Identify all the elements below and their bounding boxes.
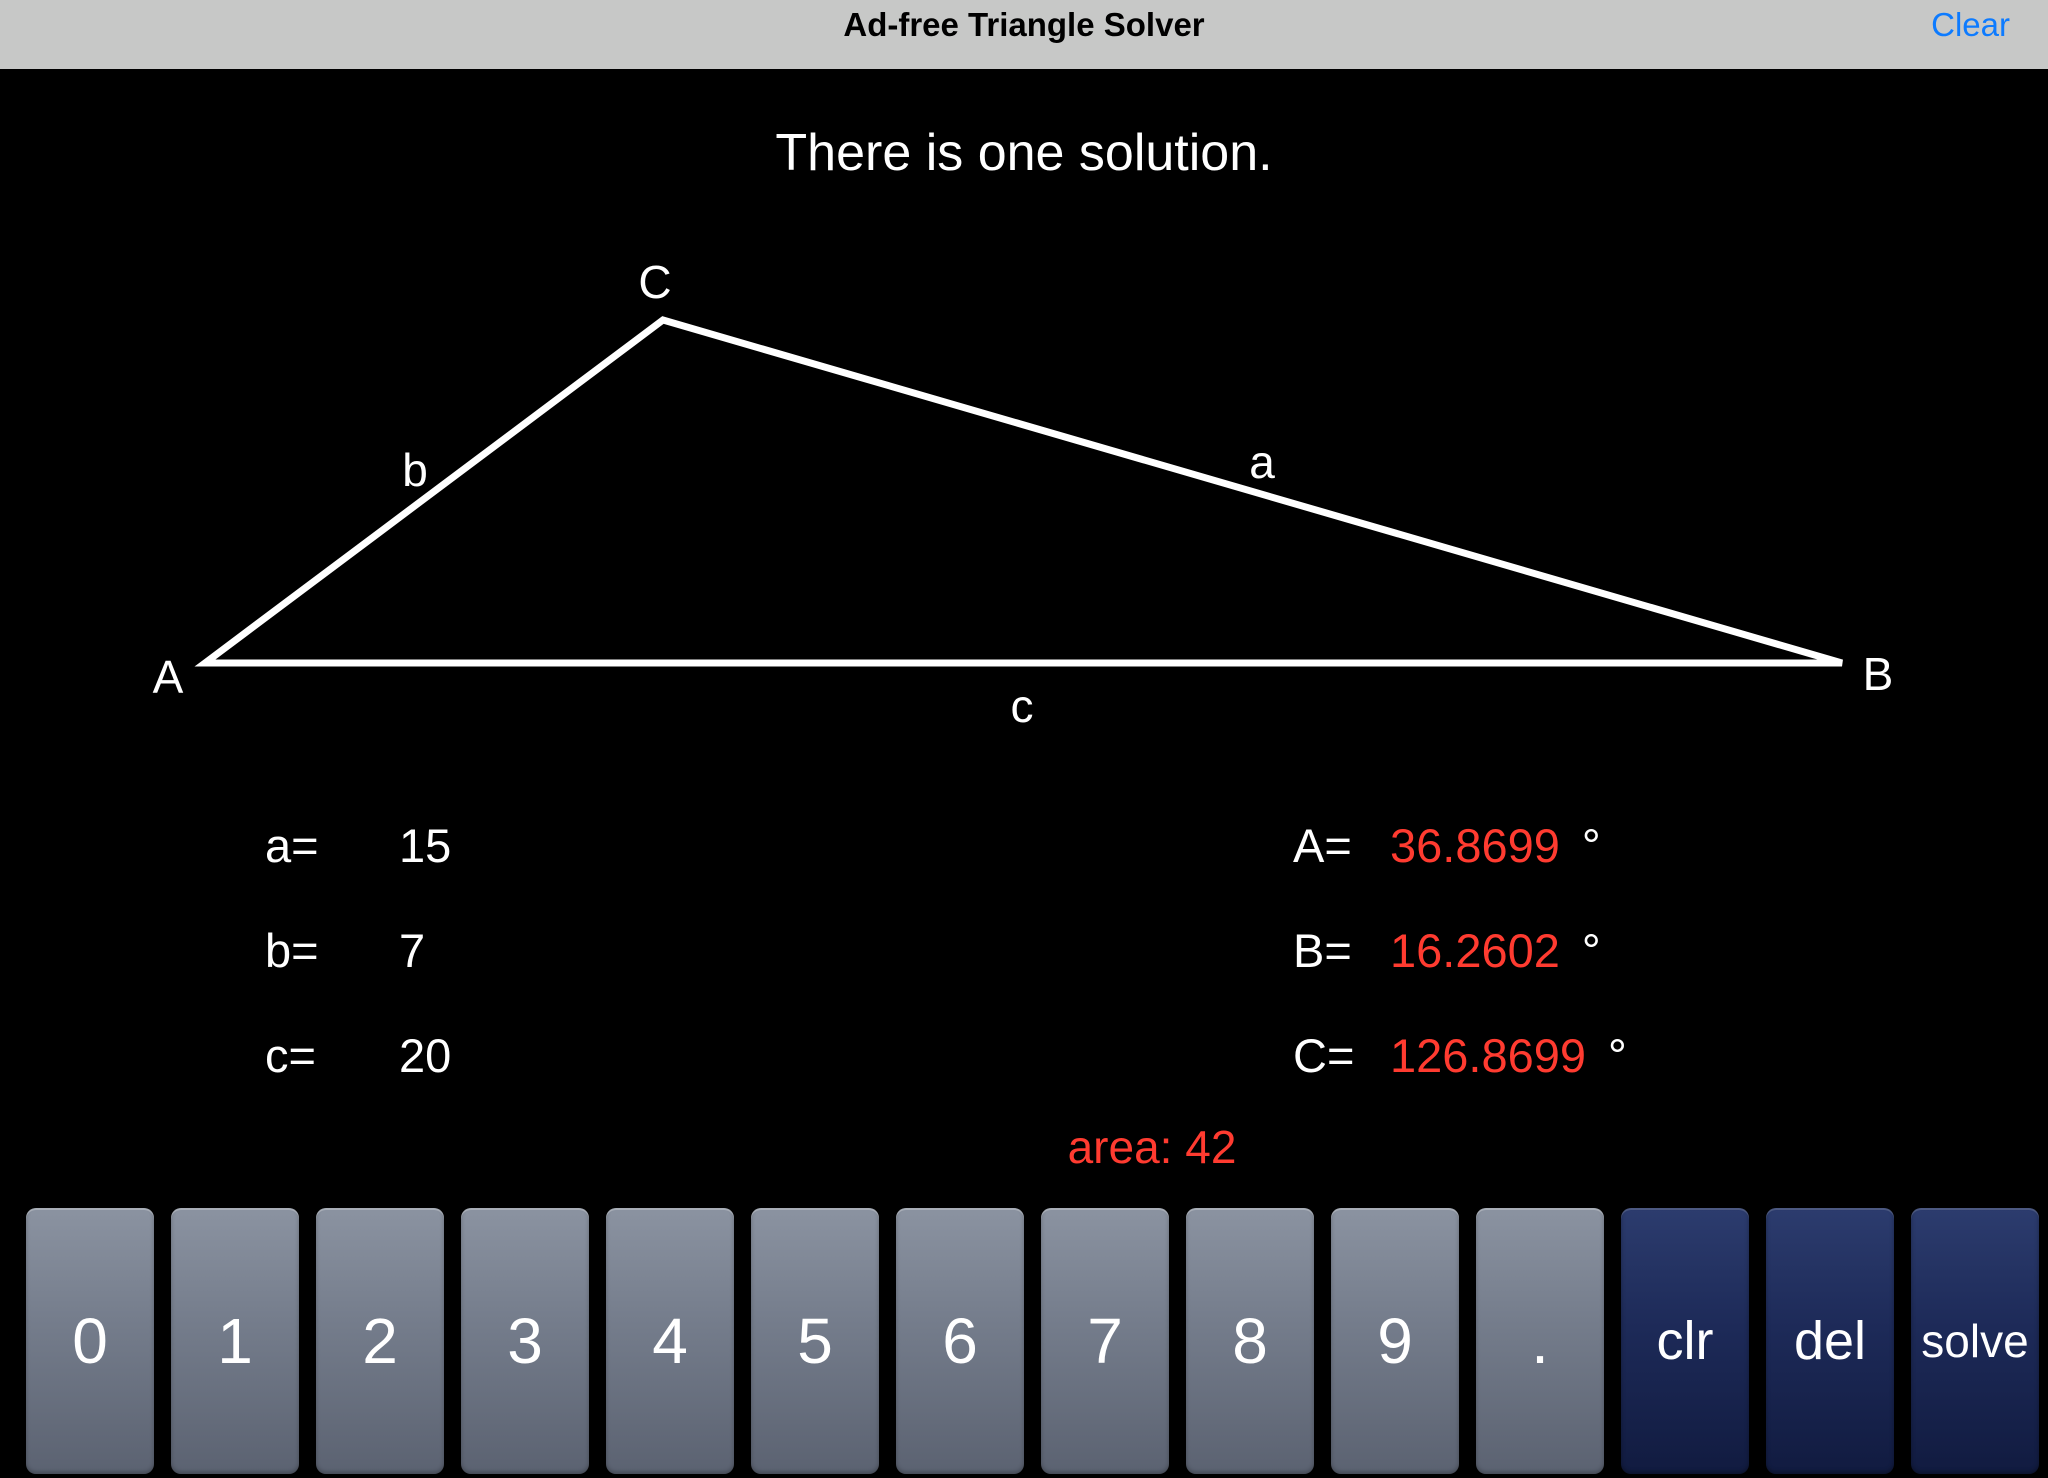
area-readout — [256, 1122, 2048, 1172]
angle-a-value: 36.8699 — [1390, 818, 1560, 872]
side-b-label: b — [402, 444, 428, 496]
vertex-a-label: A — [152, 651, 184, 703]
side-c-field[interactable] — [265, 1021, 451, 1089]
angle-b-degree-symbol: ° — [1581, 923, 1601, 977]
page-title: Ad-free Triangle Solver — [843, 6, 1205, 43]
vertex-b-label: B — [1862, 648, 1894, 700]
key-9[interactable]: 9 — [1331, 1208, 1459, 1474]
angle-a-field[interactable] — [1293, 811, 1601, 879]
triangle-outline — [205, 320, 1842, 663]
keypad — [0, 1208, 2048, 1474]
side-a-field[interactable] — [265, 811, 451, 879]
key-0[interactable]: 0 — [26, 1208, 154, 1474]
side-b-value: 7 — [399, 923, 426, 977]
angle-b-field-label: B= — [1293, 923, 1352, 977]
side-c-label: c — [1010, 680, 1034, 732]
key-4[interactable]: 4 — [606, 1208, 734, 1474]
key-2[interactable]: 2 — [316, 1208, 444, 1474]
key-solve[interactable]: solve — [1911, 1208, 2039, 1474]
key-dot[interactable]: . — [1476, 1208, 1604, 1474]
angle-c-field-label: C= — [1293, 1028, 1355, 1082]
angle-c-value: 126.8699 — [1390, 1028, 1587, 1082]
key-6[interactable]: 6 — [896, 1208, 1024, 1474]
solution-message: There is one solution. — [775, 124, 1273, 182]
vertex-c-label: C — [638, 256, 672, 308]
side-c-field-label: c= — [265, 1028, 316, 1082]
side-a-field-label: a= — [265, 818, 319, 872]
side-a-label: a — [1249, 436, 1275, 488]
key-1[interactable]: 1 — [171, 1208, 299, 1474]
key-del[interactable]: del — [1766, 1208, 1894, 1474]
clear-button[interactable]: Clear — [1931, 0, 2010, 50]
angle-a-degree-symbol: ° — [1581, 818, 1601, 872]
key-3[interactable]: 3 — [461, 1208, 589, 1474]
key-5[interactable]: 5 — [751, 1208, 879, 1474]
side-b-field-label: b= — [265, 923, 319, 977]
angle-b-field[interactable] — [1293, 916, 1601, 984]
angle-c-field[interactable] — [1293, 1021, 1627, 1089]
key-clr[interactable]: clr — [1621, 1208, 1749, 1474]
angle-a-field-label: A= — [1293, 818, 1352, 872]
angle-c-degree-symbol: ° — [1608, 1028, 1627, 1082]
angle-b-value: 16.2602 — [1390, 923, 1560, 977]
side-c-value: 20 — [399, 1028, 452, 1082]
key-7[interactable]: 7 — [1041, 1208, 1169, 1474]
side-a-value: 15 — [399, 818, 452, 872]
key-8[interactable]: 8 — [1186, 1208, 1314, 1474]
area-label: area: — [1067, 1121, 1173, 1173]
area-value: 42 — [1185, 1121, 1237, 1173]
side-b-field[interactable] — [265, 916, 425, 984]
